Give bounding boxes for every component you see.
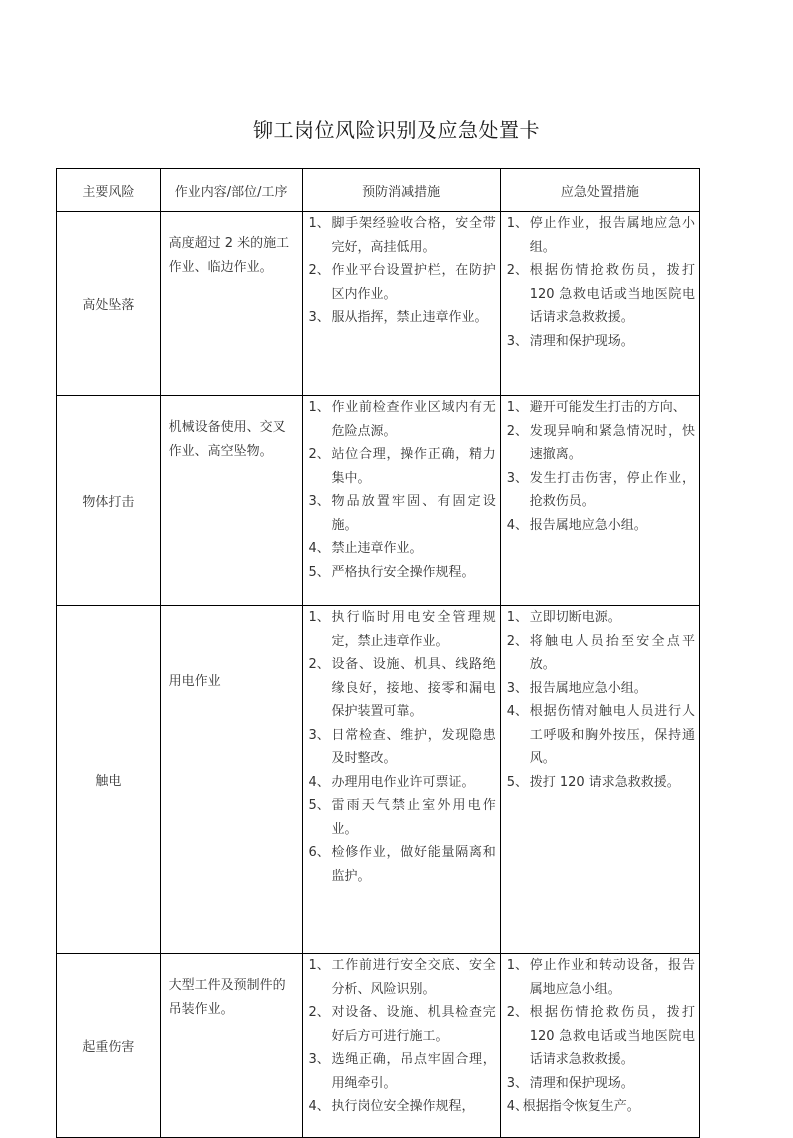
- list-item: 3、 选绳正确，吊点牢固合理，用绳牵引。: [308, 1052, 496, 1091]
- list-item: 4、 根据指令恢复生产。: [506, 1099, 640, 1114]
- list-item: 2、 根据伤情抢救伤员，拨打 120 急救电话或当地医院电话请求急救救援。: [506, 263, 695, 325]
- list-item: 3、 日常检查、维护，发现隐患及时整改。: [308, 727, 496, 766]
- table-row: [57, 954, 700, 1138]
- risk-cell: 物体打击: [57, 396, 161, 606]
- emergency-cell: [500, 606, 699, 954]
- list-item: 2、 设备、设施、机具、线路绝缘良好，接地、接零和漏电保护装置可靠。: [308, 657, 496, 719]
- document-title: 铆工岗位风险识别及应急处置卡: [253, 118, 540, 142]
- risk-cell: 高处坠落: [57, 212, 161, 396]
- prevention-cell: [302, 606, 500, 954]
- table-row: [57, 212, 700, 396]
- list-item: 2、 将触电人员抬至安全点平放。: [506, 633, 695, 672]
- table-row: [57, 606, 700, 954]
- list-item: 2、 根据伤情抢救伤员，拨打 120 急救电话或当地医院电话请求急救救援。: [506, 1005, 695, 1067]
- prevention-cell: [302, 954, 500, 1138]
- list-item: 5、 拨打 120 请求急救救援。: [506, 774, 680, 790]
- list-item: 4、 办理用电作业许可票证。: [308, 774, 475, 790]
- list-item: 2、 作业平台设置护栏，在防护区内作业。: [308, 263, 496, 302]
- list-item: 1、 工作前进行安全交底、安全分析、风险识别。: [308, 958, 496, 997]
- list-item: 1、 停止作业和转动设备，报告属地应急小组。: [506, 958, 695, 997]
- list-item: 1、 脚手架经验收合格，安全带完好，高挂低用。: [308, 216, 496, 255]
- list-item: 4、 执行岗位安全操作规程，: [308, 1099, 475, 1114]
- header-prevention-measures: 预防消减措施: [302, 169, 500, 212]
- list-item: 1、 避开可能发生打击的方向、: [506, 400, 686, 415]
- emergency-cell: [500, 212, 699, 396]
- work-content-cell: 大型工件及预制件的吊装作业。: [160, 954, 302, 1138]
- list-item: 1、 停止作业，报告属地应急小组。: [506, 216, 695, 255]
- work-content-cell: 高度超过 2 米的施工作业、临边作业。: [160, 212, 302, 396]
- list-item: 4、 报告属地应急小组。: [506, 517, 647, 533]
- prevention-cell: [302, 212, 500, 396]
- list-item: 1、 执行临时用电安全管理规定，禁止违章作业。: [308, 610, 496, 649]
- risk-cell: 起重伤害: [57, 954, 161, 1138]
- list-item: 2、 发现异响和紧急情况时，快速撤离。: [506, 423, 695, 462]
- risk-cell: 触电: [57, 606, 161, 954]
- list-item: 3、 物品放置牢固、有固定设施。: [308, 494, 496, 533]
- header-work-content: 作业内容/部位/工序: [160, 169, 302, 212]
- table-row: [57, 396, 700, 606]
- list-item: 3、 清理和保护现场。: [506, 1075, 634, 1091]
- list-item: 3、 发生打击伤害，停止作业，抢救伤员。: [506, 470, 695, 509]
- emergency-cell: [500, 396, 699, 606]
- work-content-cell: 机械设备使用、交叉作业、高空坠物。: [160, 396, 302, 606]
- list-item: 5、 雷雨天气禁止室外用电作业。: [308, 798, 496, 837]
- list-item: 4、 禁止违章作业。: [308, 541, 423, 556]
- list-item: 1、 立即切断电源。: [506, 610, 621, 625]
- list-item: 6、 检修作业，做好能量隔离和监护。: [308, 845, 496, 884]
- prevention-cell: [302, 396, 500, 606]
- list-item: 2、 对设备、设施、机具检查完好后方可进行施工。: [308, 1005, 496, 1044]
- emergency-cell: [500, 954, 699, 1138]
- header-main-risk: 主要风险: [57, 169, 161, 212]
- header-emergency-measures: 应急处置措施: [500, 169, 699, 212]
- list-item: 5、 严格执行安全操作规程。: [308, 564, 475, 580]
- list-item: 3、 报告属地应急小组。: [506, 680, 647, 696]
- list-item: 3、 清理和保护现场。: [506, 333, 634, 349]
- risk-card-table: [56, 168, 700, 1138]
- list-item: 2、 站位合理，操作正确，精力集中。: [308, 447, 496, 486]
- table-header-row: [57, 169, 700, 212]
- list-item: 3、 服从指挥，禁止违章作业。: [308, 310, 488, 325]
- list-item: 4、 根据伤情对触电人员进行人工呼吸和胸外按压，保持通风。: [506, 704, 695, 766]
- list-item: 1、 作业前检查作业区域内有无危险点源。: [308, 400, 496, 439]
- work-content-cell: 用电作业: [160, 606, 302, 954]
